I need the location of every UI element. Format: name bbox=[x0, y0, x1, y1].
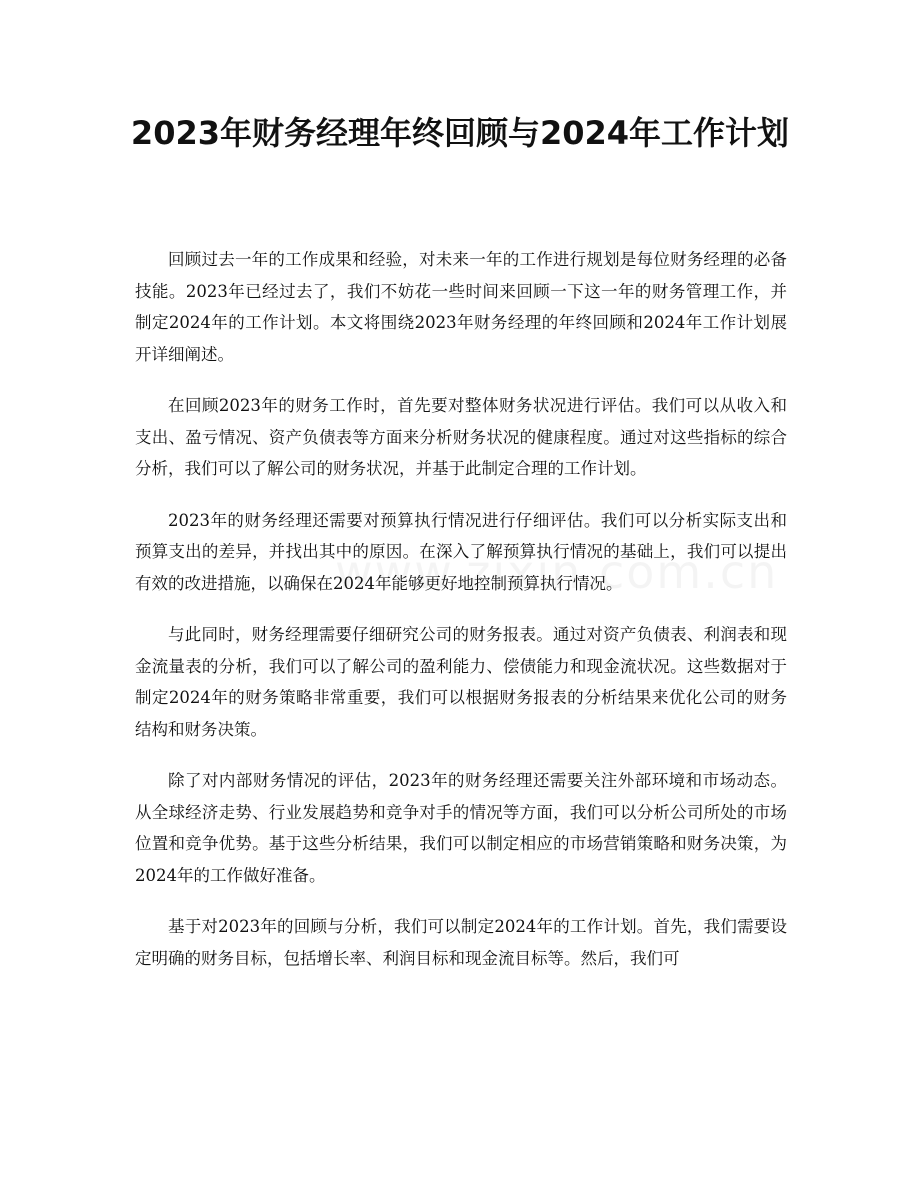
paragraph-5: 除了对内部财务情况的评估，2023年的财务经理还需要关注外部环境和市场动态。从全球经济走势、行业发展趋势和竞争对手的情况等方面，我们可以分析公司所处的市场位置和竞争优势。基于这些分析结果，我们可以制定相应的市场营销策略和财务决策，为2024年的工作做好准备。 bbox=[135, 771, 787, 885]
paragraph-3: 2023年的财务经理还需要对预算执行情况进行仔细评估。我们可以分析实际支出和预算支出的差异，并找出其中的原因。在深入了解预算执行情况的基础上，我们可以提出有效的改进措施，以确保在2024年能够更好地控制预算执行情况。 bbox=[135, 510, 787, 593]
document-title: 2023年财务经理年终回顾与2024年工作计划 bbox=[130, 114, 790, 152]
document-body bbox=[135, 244, 787, 994]
paragraph-2: 在回顾2023年的财务工作时，首先要对整体财务状况进行评估。我们可以从收入和支出、盈亏情况、资产负债表等方面来分析财务状况的健康程度。通过对这些指标的综合分析，我们可以了解公司的财务状况，并基于此制定合理的工作计划。 bbox=[135, 396, 787, 478]
paragraph-4: 与此同时，财务经理需要仔细研究公司的财务报表。通过对资产负债表、利润表和现金流量表的分析，我们可以了解公司的盈利能力、偿债能力和现金流状况。这些数据对于制定2024年的财务策略非常重要，我们可以根据财务报表的分析结果来优化公司的财务结构和财务决策。 bbox=[135, 625, 787, 739]
paragraph-1: 回顾过去一年的工作成果和经验，对未来一年的工作进行规划是每位财务经理的必备技能。2023年已经过去了，我们不妨花一些时间来回顾一下这一年的财务管理工作，并制定2024年的工作计划。本文将围绕2023年财务经理的年终回顾和2024年工作计划展开详细阐述。 bbox=[135, 250, 787, 364]
paragraph-6: 基于对2023年的回顾与分析，我们可以制定2024年的工作计划。首先，我们需要设定明确的财务目标，包括增长率、利润目标和现金流目标等。然后，我们可 bbox=[135, 917, 787, 968]
